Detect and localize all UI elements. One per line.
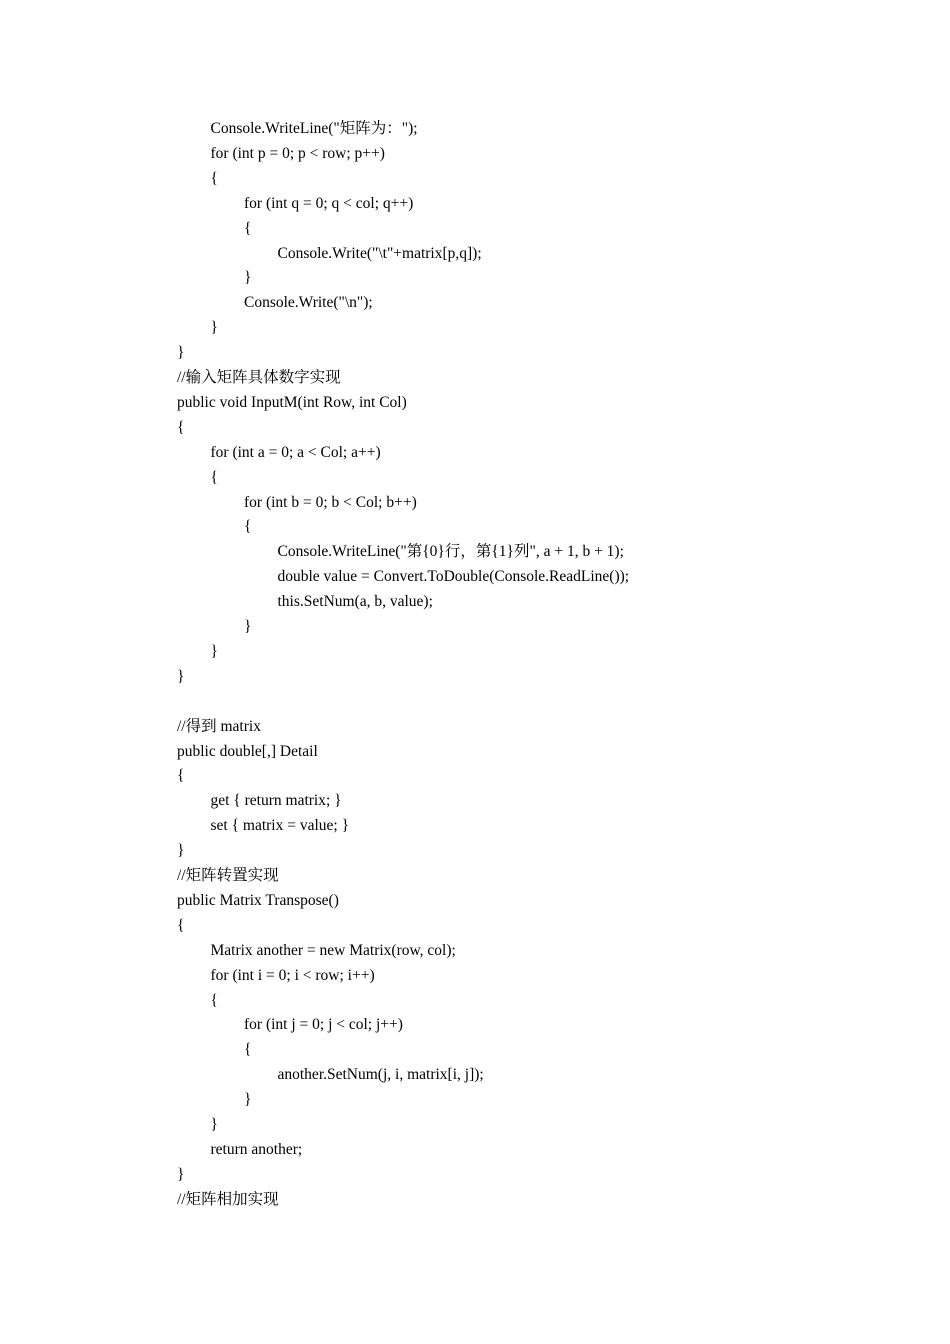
code-line: {: [177, 767, 185, 785]
code-line: for (int q = 0; q < col; q++): [244, 194, 414, 212]
code-line: this.SetNum(a, b, value);: [277, 593, 433, 611]
code-line: public Matrix Transpose(): [177, 891, 339, 909]
code-line: }: [177, 344, 185, 362]
code-line: public void InputM(int Row, int Col): [177, 393, 407, 411]
code-line: for (int p = 0; p < row; p++): [210, 144, 385, 162]
code-line: {: [244, 518, 252, 536]
code-line: }: [244, 618, 252, 635]
code-line: another.SetNum(j, i, matrix[i, j]);: [277, 1066, 484, 1084]
code-line: for (int i = 0; i < row; i++): [210, 966, 375, 984]
code-line: }: [177, 1165, 185, 1183]
code-line: for (int a = 0; a < Col; a++): [210, 443, 381, 461]
code-line: {: [244, 1041, 252, 1059]
code-line: Console.WriteLine("矩阵为：");: [210, 120, 418, 137]
code-line: Console.WriteLine("第{0}行，第{1}列", a + 1, b + 1);: [277, 543, 624, 561]
code-line: {: [177, 916, 185, 934]
code-line: get { return matrix; }: [210, 792, 342, 810]
code-line: {: [244, 219, 252, 237]
code-line: for (int b = 0; b < Col; b++): [244, 493, 417, 511]
code-line: Matrix another = new Matrix(row, col);: [210, 941, 456, 959]
code-line: //得到 matrix: [177, 717, 261, 735]
code-line: set { matrix = value; }: [210, 817, 350, 835]
code-line: }: [244, 269, 252, 287]
code-line: Console.Write("\n");: [244, 294, 373, 312]
code-line: //输入矩阵具体数字实现: [177, 369, 341, 386]
code-line: return another;: [210, 1140, 303, 1158]
code-line: //矩阵相加实现: [177, 1190, 279, 1208]
code-line: {: [210, 169, 218, 187]
code-line: {: [177, 418, 185, 436]
code-line: {: [210, 991, 218, 1009]
code-line: }: [210, 642, 218, 660]
code-line: }: [177, 842, 185, 860]
code-line: {: [210, 468, 218, 486]
code-line: }: [210, 319, 218, 337]
code-line: }: [177, 667, 185, 685]
code-line: Console.Write("\t"+matrix[p,q]);: [277, 244, 482, 262]
code-line: for (int j = 0; j < col; j++): [244, 1016, 403, 1034]
code-line: public double[,] Detail: [177, 742, 318, 760]
code-line: double value = Convert.ToDouble(Console.ReadLine());: [277, 568, 630, 586]
code-line: }: [210, 1116, 218, 1133]
code-line: //矩阵转置实现: [177, 867, 279, 884]
code-line: }: [244, 1091, 252, 1109]
